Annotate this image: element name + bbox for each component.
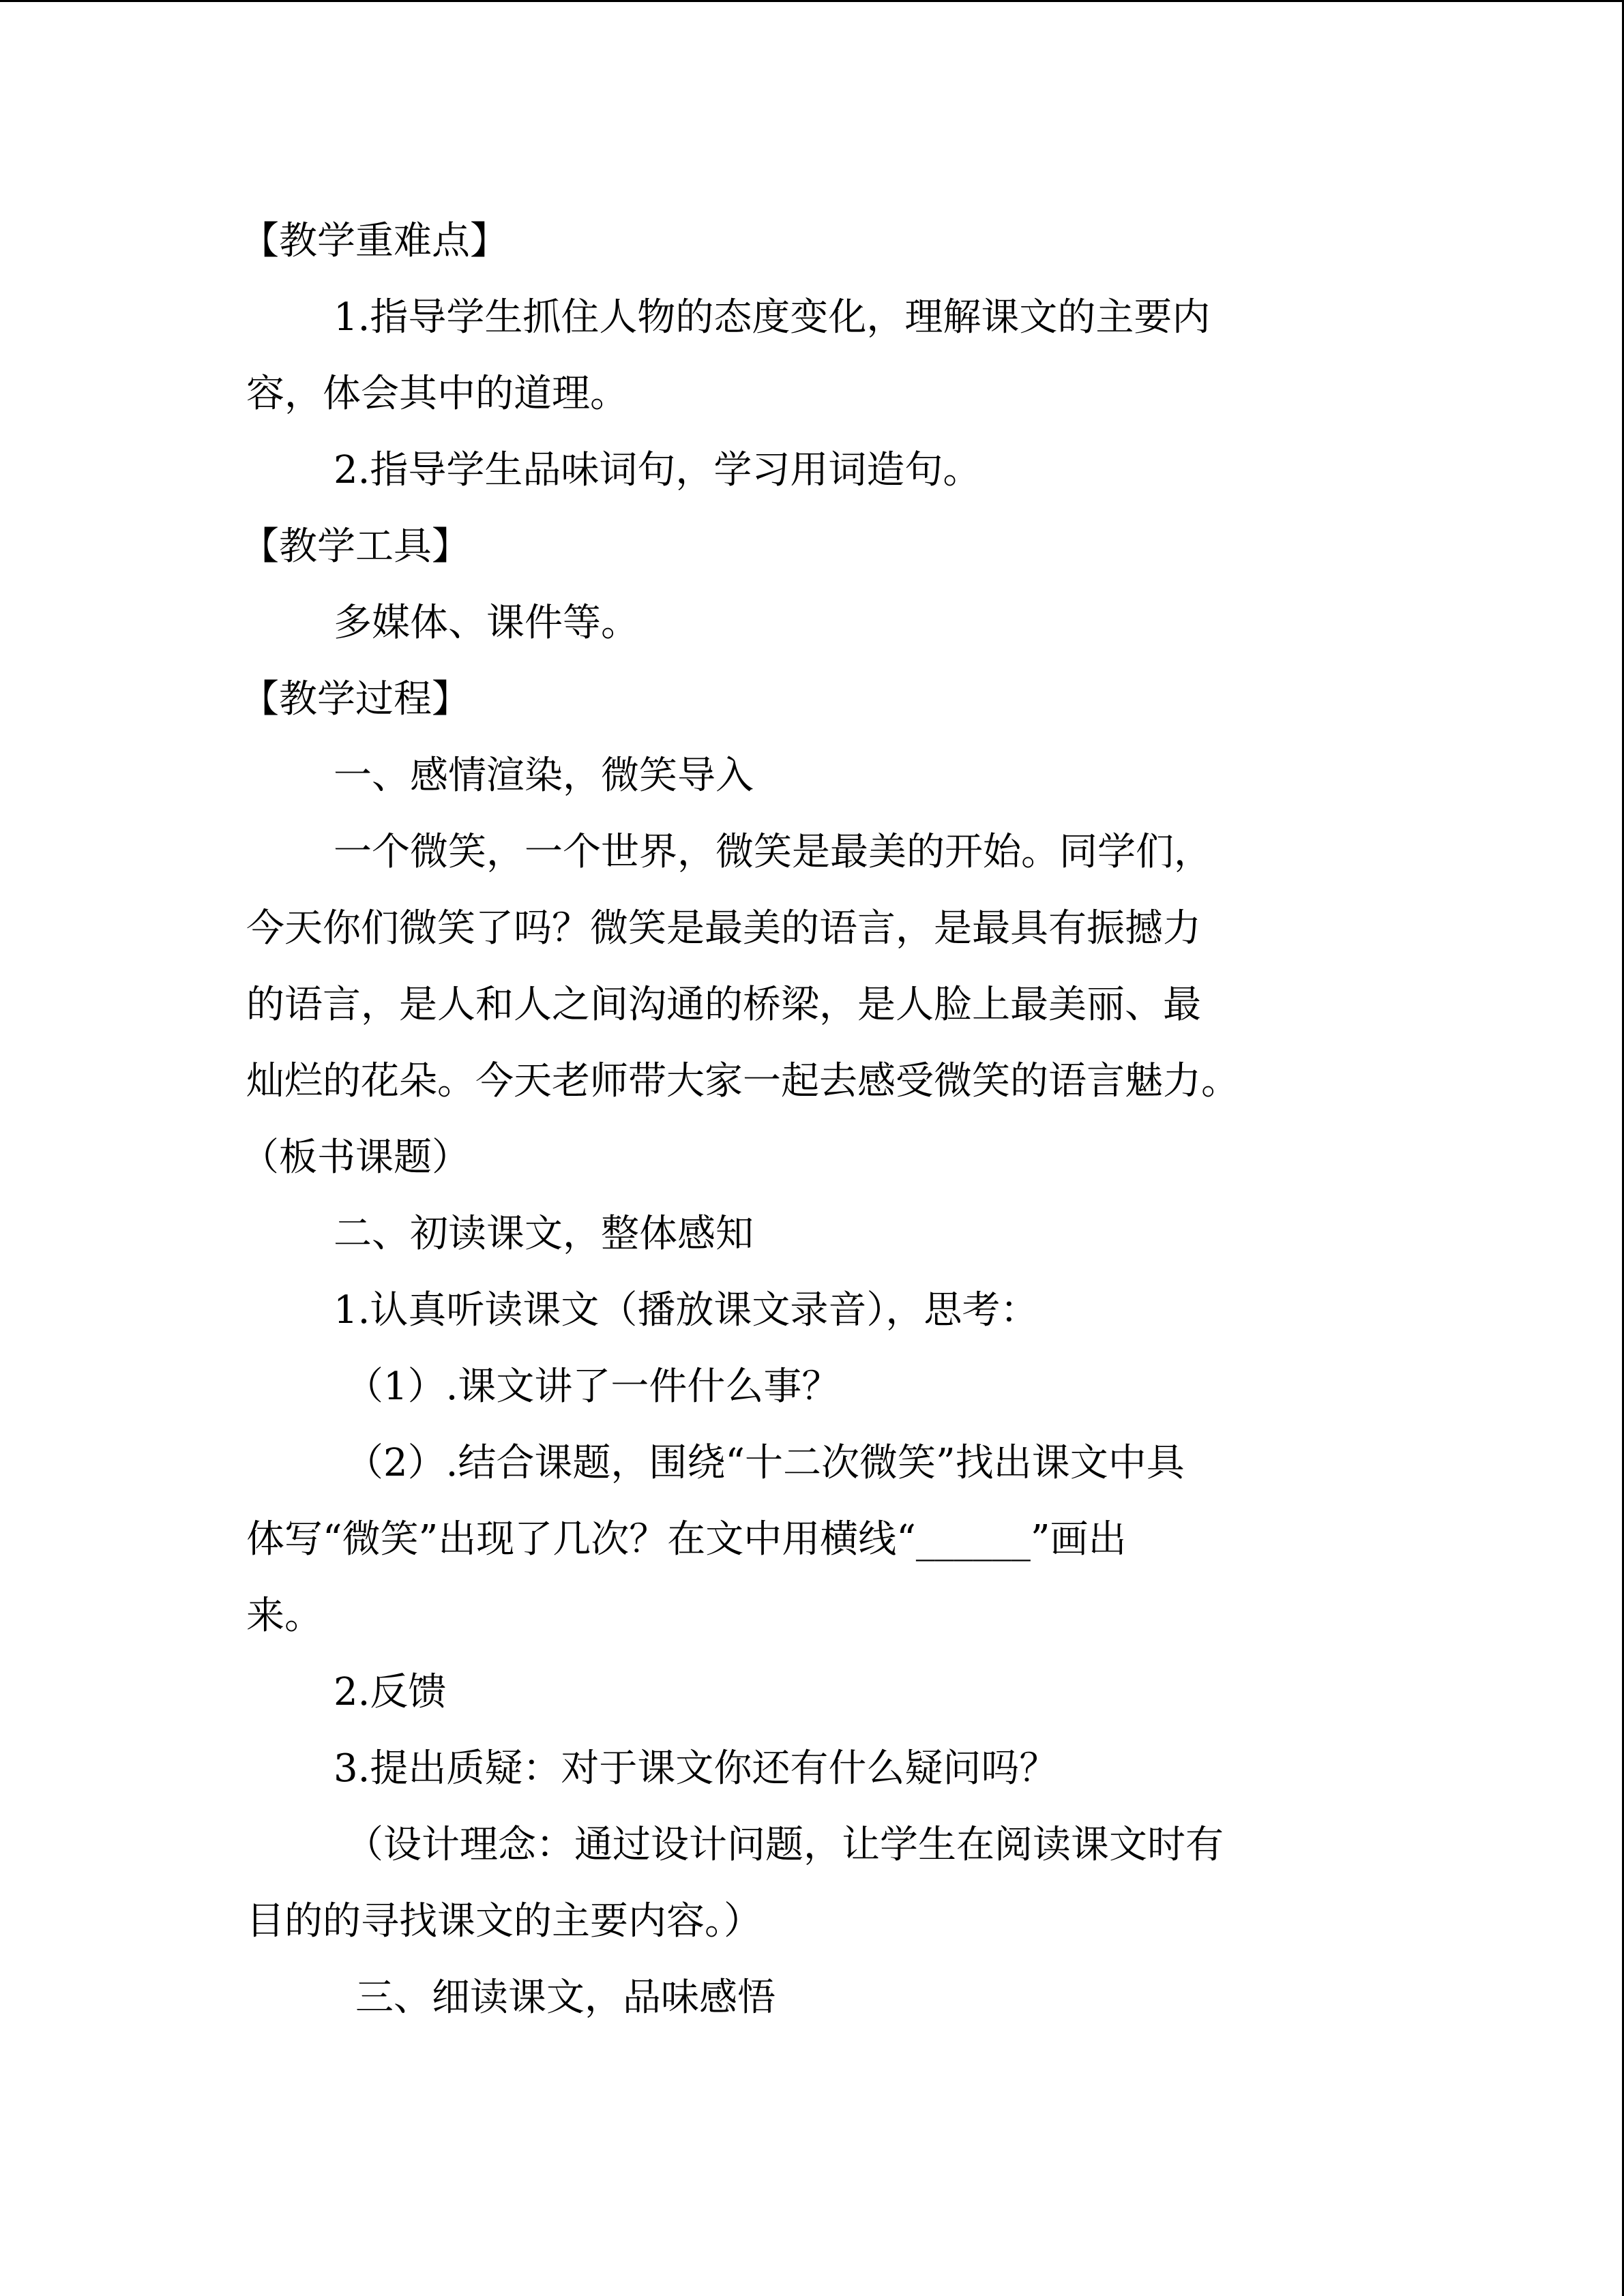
paragraph-line: 2.反馈 — [334, 1670, 447, 1714]
section-heading-tools: 【教学工具】 — [241, 524, 470, 569]
subheading-line: 二、初读课文，整体感知 — [334, 1212, 754, 1256]
question-line: （1）.课文讲了一件什么事？ — [345, 1365, 840, 1409]
paragraph-line: 3.提出质疑：对于课文你还有什么疑问吗？ — [334, 1746, 1058, 1791]
paragraph-line: 来。 — [246, 1594, 323, 1638]
paragraph-line: 容，体会其中的道理。 — [246, 372, 628, 416]
paragraph-line: 多媒体、课件等。 — [334, 601, 639, 645]
paragraph-line: 灿烂的花朵。今天老师带大家一起去感受微笑的语言魅力。 — [246, 1059, 1239, 1103]
subheading-line: 一、感情渲染，微笑导入 — [334, 754, 754, 798]
paragraph-line: 今天你们微笑了吗？微笑是最美的语言，是最具有振撼力 — [246, 906, 1201, 951]
document-body — [241, 203, 1392, 2036]
section-heading-process: 【教学过程】 — [241, 677, 470, 721]
question-line: （2）.结合课题，围绕“十二次微笑”找出课文中具 — [345, 1441, 1185, 1485]
paragraph-line: （设计理念：通过设计问题，让学生在阅读课文时有 — [345, 1823, 1224, 1867]
paragraph-line: 体写“微笑”出现了几次？在文中用横线“______”画出 — [246, 1517, 1127, 1562]
paragraph-line: 一个微笑，一个世界，微笑是最美的开始。同学们， — [334, 830, 1212, 874]
subheading-line: 三、细读课文，品味感悟 — [355, 1976, 776, 2020]
paragraph-line: 的语言，是人和人之间沟通的桥梁，是人脸上最美丽、最 — [246, 983, 1201, 1027]
paragraph-line: 目的的寻找课文的主要内容。） — [246, 1899, 762, 1943]
paragraph-line: （板书课题） — [241, 1135, 470, 1180]
section-heading-key-points: 【教学重难点】 — [241, 219, 508, 263]
paragraph-line: 1.认真听读课文（播放课文录音），思考： — [334, 1288, 1039, 1332]
paragraph-line: 1.指导学生抓住人物的态度变化，理解课文的主要内 — [334, 295, 1211, 340]
paragraph-line: 2.指导学生品味词句，学习用词造句。 — [334, 448, 981, 492]
